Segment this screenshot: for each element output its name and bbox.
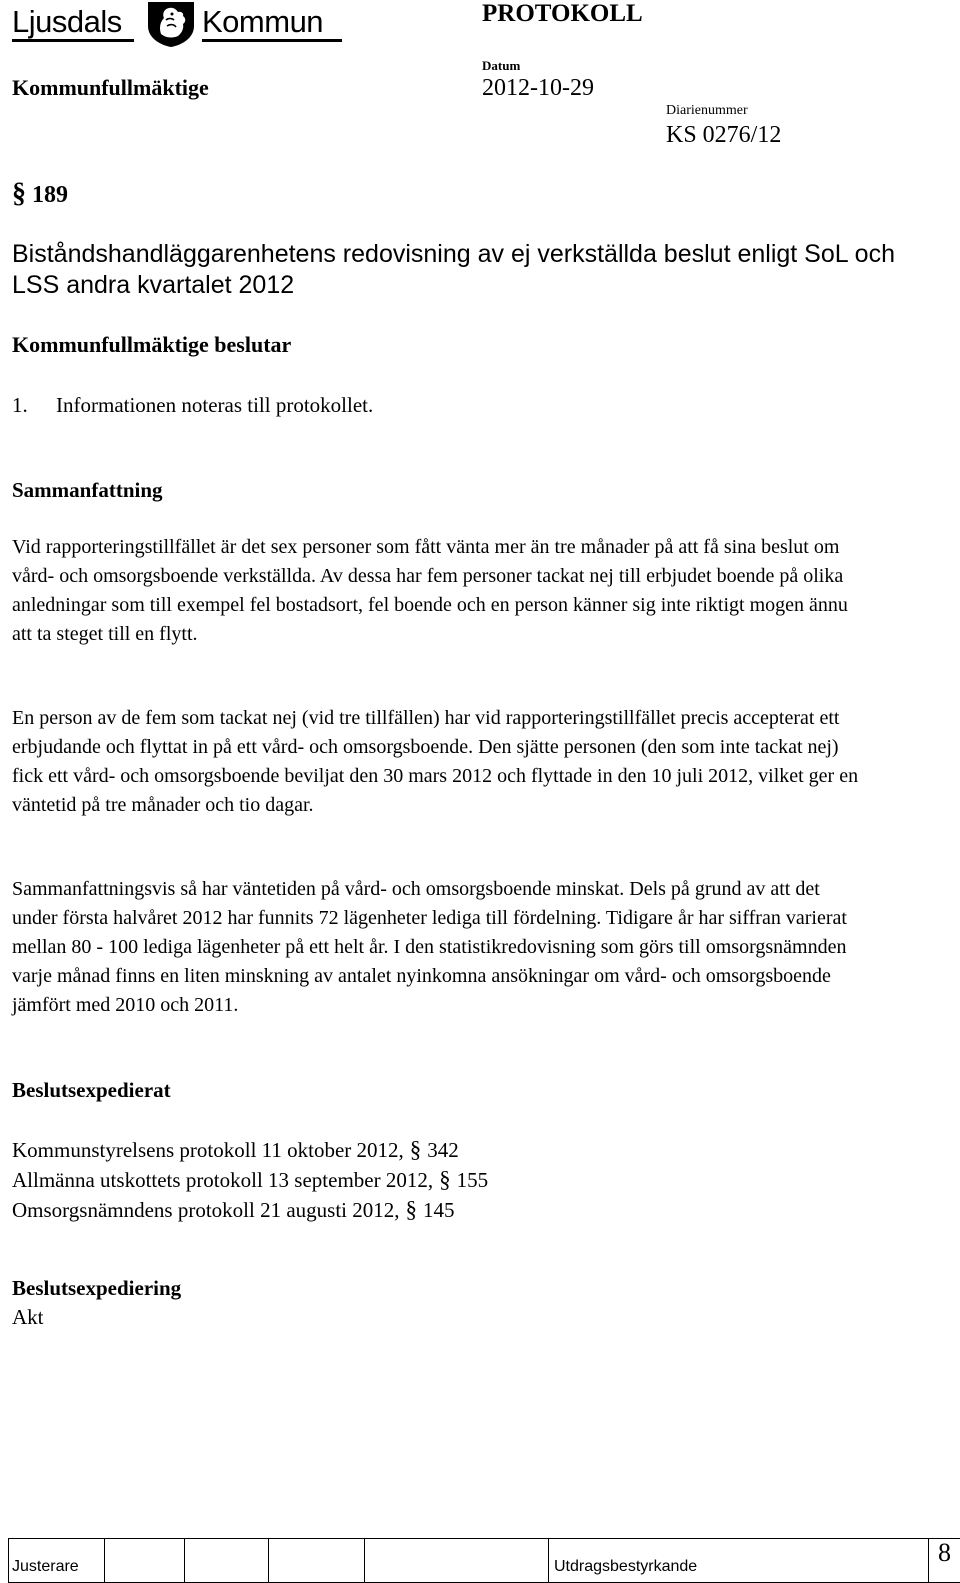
section-symbol: § bbox=[409, 1137, 422, 1162]
dispatch-value: Akt bbox=[12, 1305, 44, 1329]
list-item-text: Omsorgsnämndens protokoll 21 augusti 2012, bbox=[12, 1198, 400, 1222]
dispatch-heading: Beslutsexpediering bbox=[12, 1276, 182, 1300]
signature-cell bbox=[184, 1539, 185, 1582]
decision-basis-list bbox=[12, 1135, 488, 1225]
coat-of-arms-icon bbox=[146, 0, 196, 48]
logo-word-ljusdals: Ljusdals bbox=[12, 4, 122, 39]
list-item-ref: 342 bbox=[427, 1138, 459, 1162]
summary-paragraph: En person av de fem som tackat nej (vid tre tillfällen) har vid rapporteringstillfället precis accepterat ett erbjudande och flyttat in på ett vård- och omsorgsboende. Den sjätte personen (den som inte tackat nej) fick ett vård- och omsorgsboende beviljat den 30 mars 2012 och flyttade in den 10 juli 2012, vilket ger en väntetid på tre månader och tio dagar. bbox=[12, 707, 859, 816]
list-item bbox=[12, 1165, 488, 1195]
signature-footer bbox=[8, 1538, 960, 1583]
logo-word-kommun: Kommun bbox=[202, 4, 324, 39]
decision-item bbox=[12, 393, 373, 418]
summary-paragraph: Vid rapporteringstillfället är det sex personer som fått vänta mer än tre månader på att få sina beslut om vård- och omsorgsboende verkställda. Av dessa har fem personer tackat nej till erbjudet boende på olika anledningar som till exempel fel bostadsort, fel boende och en person känner sig inte riktigt mogen ännu att ta steget till en flytt. bbox=[12, 536, 848, 645]
item-title: Biståndshandläggarenhetens redovisning av ej verkställda beslut enligt SoL och LSS andra kvartalet 2012 bbox=[12, 240, 895, 299]
list-item-text: Kommunstyrelsens protokoll 11 oktober 2012, bbox=[12, 1138, 404, 1162]
divider bbox=[8, 1538, 960, 1539]
decision-item-number: 1. bbox=[12, 393, 28, 417]
paragraph-number-value: 189 bbox=[32, 182, 68, 208]
signature-cell bbox=[364, 1539, 365, 1582]
municipality-logo bbox=[12, 0, 342, 48]
document-type: PROTOKOLL bbox=[482, 0, 643, 27]
summary-paragraph: Sammanfattningsvis så har väntetiden på vård- och omsorgsboende minskat. Dels på grund av att det under första halvåret 2012 har funnits 72 lägenheter lediga till fördelning. Tidigare år har siffran varierat mellan 80 - 100 lediga lägenheter på ett helt år. I den statistikredovisning som görs till omsorgsnämnden varje månad finns en liten minskning av antalet nyinkomna ansökningar om vård- och omsorgsboende jämfört med 2010 och 2011. bbox=[12, 878, 847, 1016]
signature-cell bbox=[268, 1539, 269, 1582]
signature-cell bbox=[928, 1539, 929, 1582]
list-item-text: Allmänna utskottets protokoll 13 september 2012, bbox=[12, 1168, 434, 1192]
paragraph-number bbox=[12, 178, 68, 210]
decision-heading: Kommunfullmäktige beslutar bbox=[12, 332, 292, 357]
registration-number: KS 0276/12 bbox=[666, 122, 782, 148]
page-number: 8 bbox=[938, 1538, 951, 1567]
list-item-ref: 145 bbox=[423, 1198, 455, 1222]
summary-heading: Sammanfattning bbox=[12, 478, 163, 502]
section-symbol: § bbox=[439, 1167, 451, 1192]
date-label: Datum bbox=[482, 58, 521, 73]
list-item-ref: 155 bbox=[456, 1168, 489, 1192]
signature-cell bbox=[548, 1539, 549, 1582]
logo-underline bbox=[12, 39, 134, 42]
list-item bbox=[12, 1195, 488, 1225]
decision-basis-heading: Beslutsexpedierat bbox=[12, 1078, 171, 1102]
decision-item-text: Informationen noteras till protokollet. bbox=[56, 393, 374, 417]
registration-label: Diarienummer bbox=[666, 103, 748, 118]
signer-label: Justerare bbox=[12, 1558, 79, 1575]
list-item bbox=[12, 1135, 488, 1165]
signature-cell bbox=[104, 1539, 105, 1582]
signature-cell bbox=[8, 1539, 9, 1582]
section-symbol: § bbox=[12, 178, 26, 209]
section-symbol: § bbox=[405, 1197, 418, 1222]
body-name: Kommunfullmäktige bbox=[12, 75, 209, 100]
certifier-label: Utdragsbestyrkande bbox=[554, 1558, 698, 1575]
date-value: 2012-10-29 bbox=[482, 75, 594, 101]
logo-underline bbox=[202, 39, 342, 42]
